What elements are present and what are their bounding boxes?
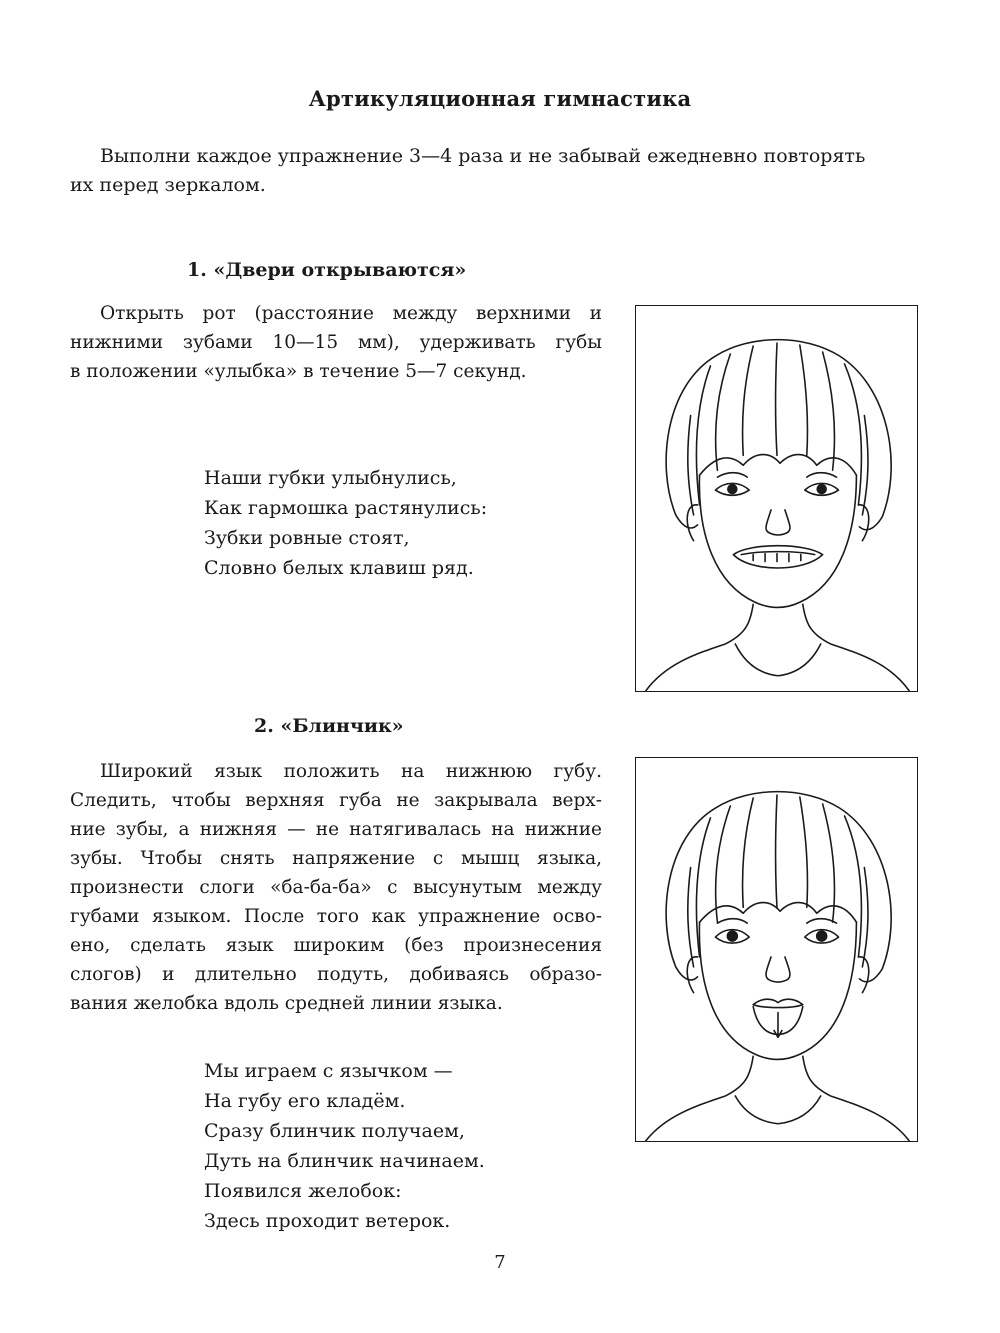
- description-line: Следить, чтобы верхняя губа не закрывала верх-: [70, 790, 602, 811]
- description-line: в положении «улыбка» в течение 5—7 секунд.: [70, 361, 527, 382]
- poem-line: Зубки ровные стоят,: [204, 527, 410, 549]
- page-number: 7: [494, 1252, 506, 1273]
- child-face-tongue-out-illustration: [635, 757, 918, 1142]
- description-line: нижними зубами 10—15 мм), удерживать губы: [70, 332, 602, 353]
- poem-line: Словно белых клавиш ряд.: [204, 557, 474, 579]
- poem-line: На губу его кладём.: [204, 1090, 406, 1112]
- description-line: ние зубы, а нижняя — не натягивалась на нижние: [70, 819, 602, 840]
- exercise-2-description: [70, 757, 602, 1018]
- exercise-1-title: 1. «Двери открываются»: [187, 259, 467, 281]
- poem-line: Дуть на блинчик начинаем.: [204, 1150, 485, 1172]
- smiling-child-face-illustration: [635, 305, 918, 692]
- intro-line: Выполни каждое упражнение 3—4 раза и не забывай ежедневно повторять: [100, 145, 866, 167]
- exercise-1-description: [70, 299, 602, 386]
- description-line: вания желобка вдоль средней линии языка.: [70, 993, 503, 1014]
- poem-line: Появился желобок:: [204, 1180, 402, 1202]
- description-line: Широкий язык положить на нижнюю губу.: [100, 761, 602, 782]
- poem-line: Здесь проходит ветерок.: [204, 1210, 451, 1232]
- exercise-2-title: 2. «Блинчик»: [254, 715, 404, 737]
- description-line: ено, сделать язык широким (без произнесения: [70, 935, 602, 956]
- poem-line: Мы играем с язычком —: [204, 1060, 453, 1082]
- poem-line: Как гармошка растянулись:: [204, 497, 488, 519]
- exercise-1-poem: [204, 463, 487, 583]
- poem-line: Сразу блинчик получаем,: [204, 1120, 465, 1142]
- intro-paragraph: [70, 142, 930, 200]
- description-line: Открыть рот (расстояние между верхними и: [100, 303, 602, 324]
- exercise-2-poem: [204, 1056, 485, 1236]
- description-line: произнести слоги «ба-ба-ба» с высунутым между: [70, 877, 602, 898]
- description-line: губами языком. После того как упражнение осво-: [70, 906, 602, 927]
- intro-line: их перед зеркалом.: [70, 174, 266, 196]
- page-title: Артикуляционная гимнастика: [308, 86, 692, 111]
- description-line: слогов) и длительно подуть, добиваясь образо-: [70, 964, 602, 985]
- poem-line: Наши губки улыбнулись,: [204, 467, 457, 489]
- description-line: зубы. Чтобы снять напряжение с мышц языка,: [70, 848, 602, 869]
